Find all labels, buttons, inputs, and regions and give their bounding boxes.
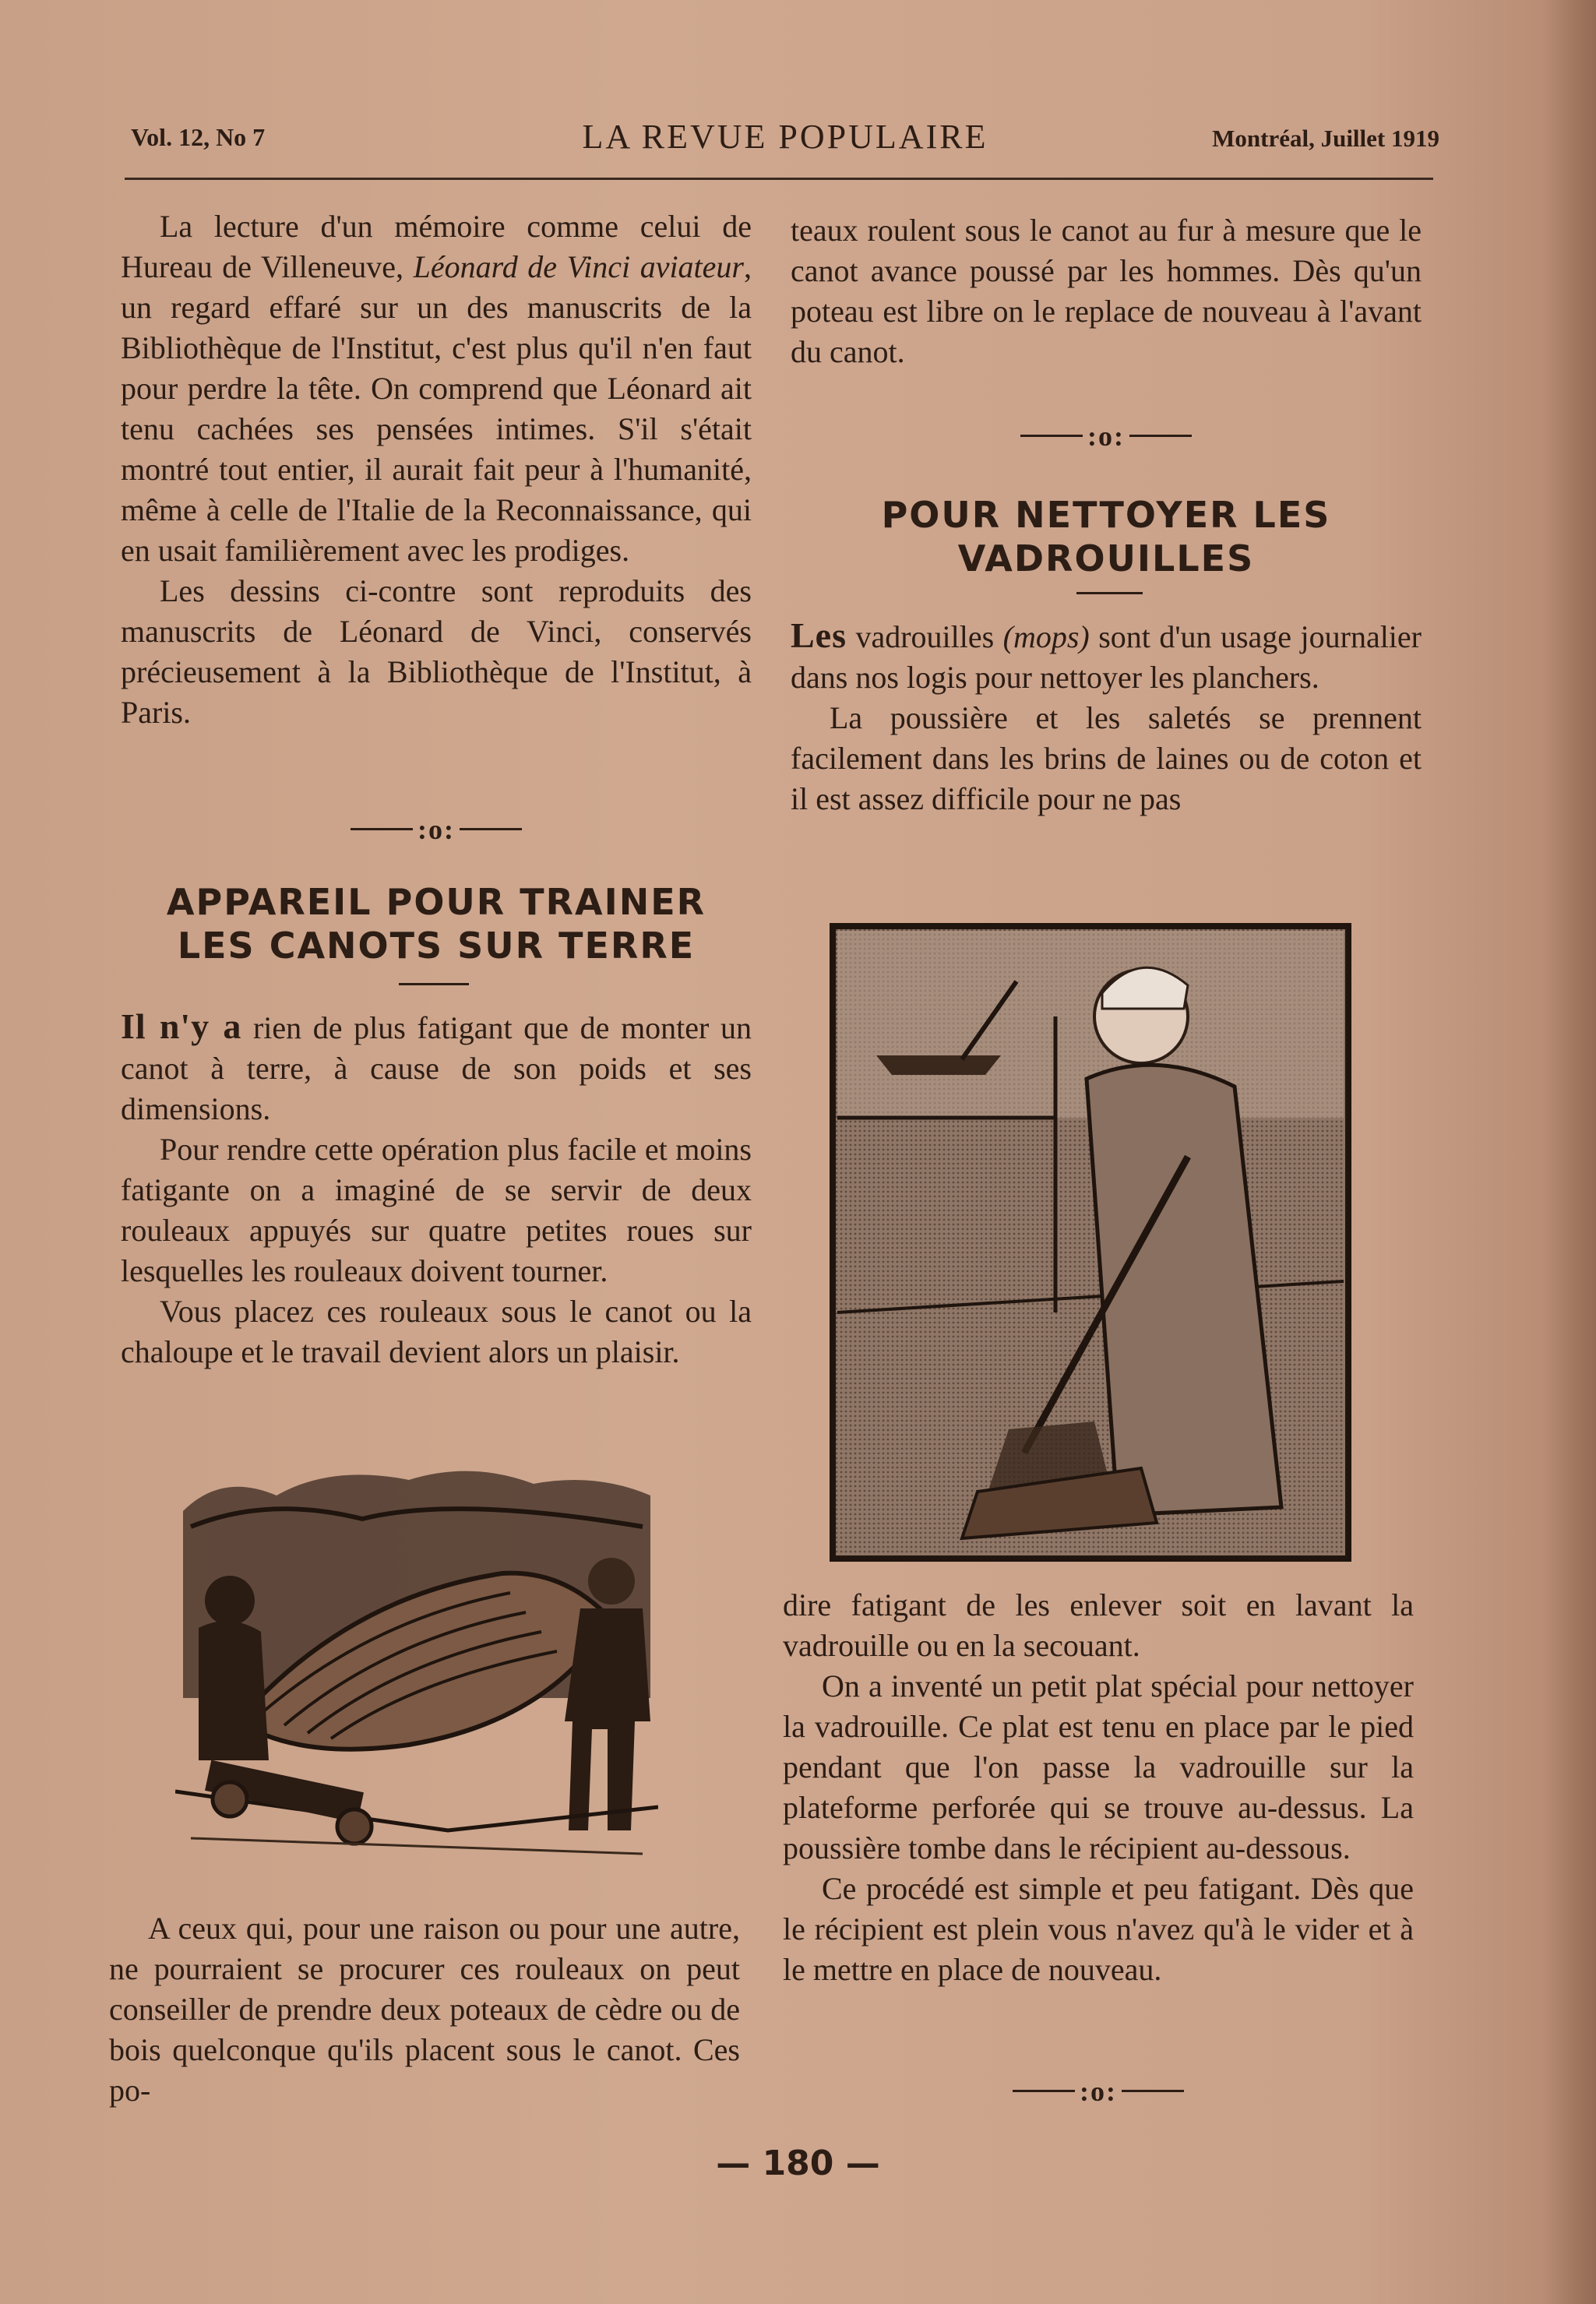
right-column <box>791 210 1422 372</box>
paragraph-canots-poteaux: A ceux qui, pour une raison ou pour une autre, ne pourraient se procurer ces rouleaux on peut conseiller de prendre deux poteaux de cèdre ou de bois quelconque qu'ils placent sous le canot. Ces po- <box>109 1911 740 2108</box>
paragraph-vadrouilles-enlever: dire fatigant de les enlever soit en lavant la vadrouille ou en la secouant. <box>783 1587 1414 1663</box>
title-rule-vadrouilles <box>1076 592 1143 594</box>
page-number: — 180 — <box>716 2144 880 2183</box>
title-rule-canots <box>399 983 469 985</box>
paragraph-canots-rouleaux: Pour rendre cette opération plus facile et moins fatigante on a imaginé de se servir de deux rouleaux appuyés sur quatre petites roues sur lesquelles les rouleaux doivent tourner. <box>121 1132 752 1288</box>
paragraph-canots-continued: teaux roulent sous le canot au fur à mesure que le canot avance poussé par les hommes. Dès qu'un poteau est libre on le replace de nouveau à l'avant du canot. <box>791 213 1422 369</box>
paragraph-vadrouilles-intro: Les vadrouilles (mops) sont d'un usage journalier dans nos logis pour nettoyer les planchers. <box>791 615 1422 695</box>
paragraph-canots-plaisir: Vous placez ces rouleaux sous le canot ou la chaloupe et le travail devient alors un plaisir. <box>121 1294 752 1369</box>
paragraph-vadrouilles-poussiere: La poussière et les saletés se prennent facilement dans les brins de laines ou de coton et il est assez difficile pour ne pas <box>791 700 1422 816</box>
vadrouilles-text-bottom <box>783 1585 1414 1990</box>
italic-title: Léonard de Vinci aviateur <box>413 249 744 284</box>
magazine-title: LA REVUE POPULAIRE <box>582 118 988 156</box>
paragraph-canots-intro: Il n'y a rien de plus fatigant que de monter un canot à terre, à cause de son poids et ses dimensions. <box>121 1006 752 1126</box>
paragraph-vadrouilles-procede: Ce procédé est simple et peu fatigant. Dès que le récipient est plein vous n'avez qu'à le vider et à le mettre en place de nouveau. <box>783 1871 1414 1987</box>
paragraph-drawings: Les dessins ci-contre sont reproduits des manuscrits de Léonard de Vinci, conservés précieusement à la Bibliothèque de l'Institut, à Paris. <box>121 573 752 730</box>
separator-right-1: :o: <box>791 417 1422 453</box>
running-header <box>131 117 1439 164</box>
article-title-vadrouilles: POUR NETTOYER LES VADROUILLES <box>881 494 1331 580</box>
binding-shadow <box>1541 0 1596 2304</box>
canots-text-bottom <box>109 1908 740 2111</box>
left-column <box>121 206 752 733</box>
paragraph-vadrouilles-plat: On a inventé un petit plat spécial pour nettoyer la vadrouille. Ce plat est tenu en place par le pied pendant que l'on passe la vadrouille sur la plateforme perforée qui se trouve au-dessus. La poussière tombe dans le récipient au-dessous. <box>783 1668 1414 1865</box>
vadrouilles-text-top <box>791 615 1422 819</box>
place-date: Montréal, Juillet 1919 <box>1212 125 1439 152</box>
separator-left: :o: <box>121 810 752 846</box>
mop-illustration <box>830 923 1351 1562</box>
canoe-illustration <box>175 1464 658 1877</box>
header-rule <box>125 178 1433 180</box>
article-title-canots: APPAREIL POUR TRAINER LES CANOTS SUR TERRE <box>166 881 706 967</box>
paragraph-leonard: La lecture d'un mémoire comme celui de Hureau de Villeneuve, Léonard de Vinci aviateur, un regard effaré sur un des manuscrits de la Bibliothèque de l'Institut, c'est plus qu'il n'en faut pour perdre la tête. On comprend que Léonard ait tenu cachées ses pensées intimes. S'il s'était montré tout entier, il aurait fait peur à l'humanité, même à celle de l'Italie de la Reconnaissance, qui en usait familièrement avec les prodiges. <box>121 209 752 568</box>
separator-right-2: :o: <box>783 2072 1414 2108</box>
canots-text-top <box>121 1006 752 1372</box>
volume-number: Vol. 12, No 7 <box>131 123 266 151</box>
